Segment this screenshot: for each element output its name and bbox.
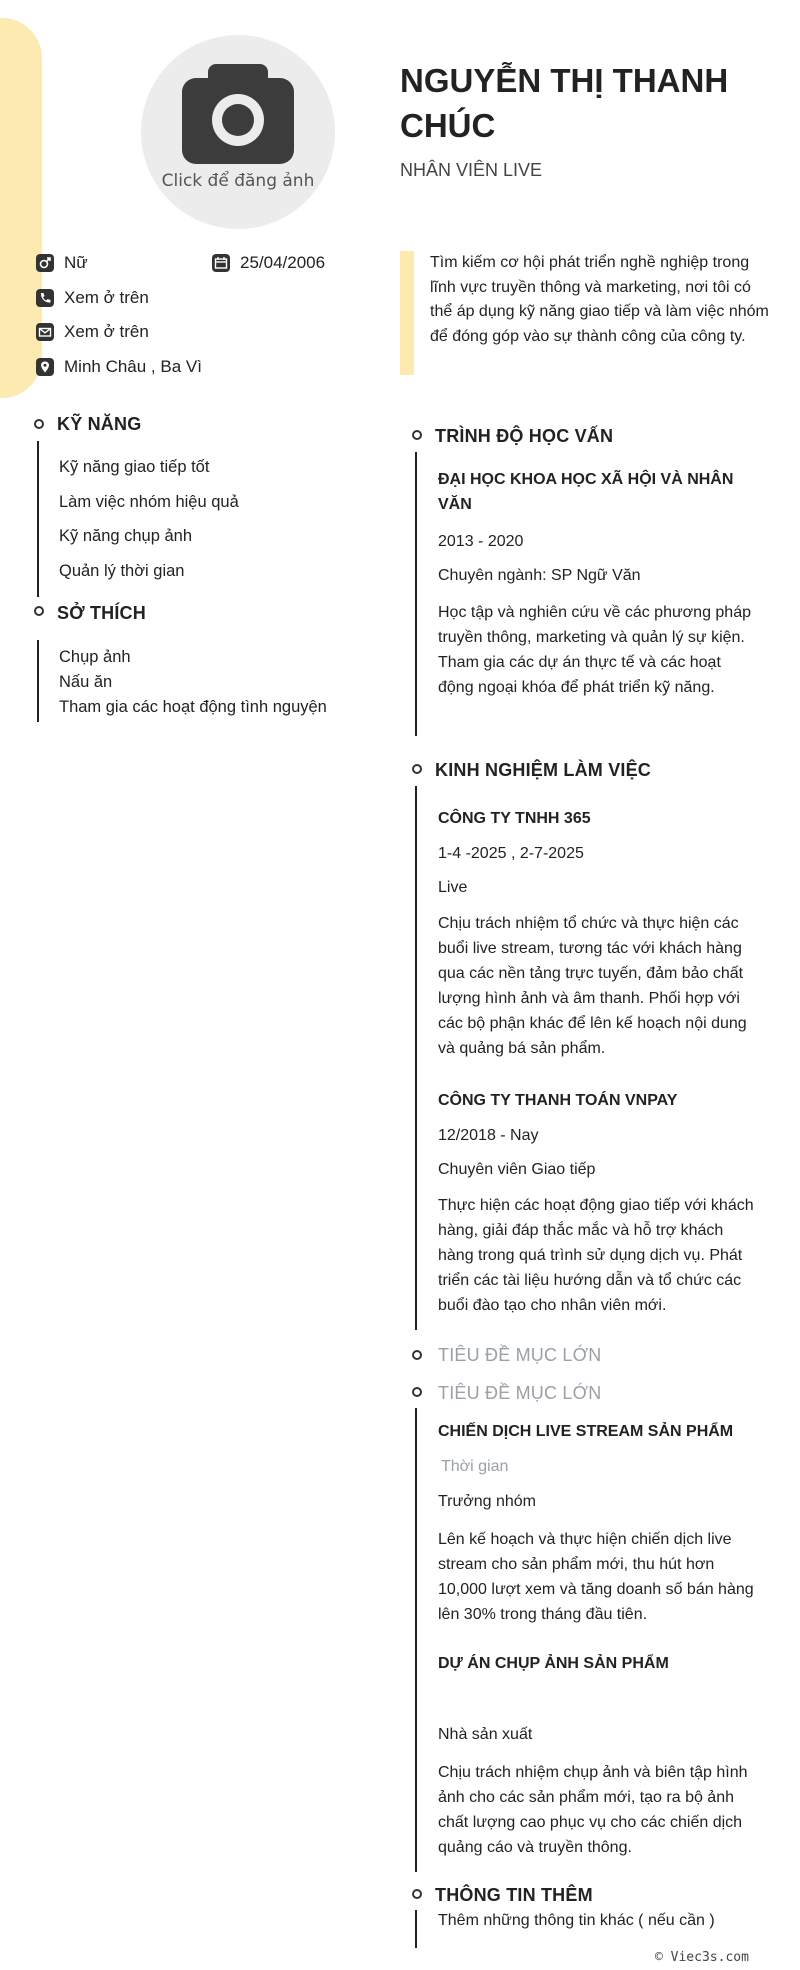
hobby-item: Chụp ảnh (59, 648, 131, 666)
project-description: Lên kế hoạch và thực hiện chiến dịch live stream cho sản phẩm mới, thu hút hơn 10,000 lượt xem và tăng doanh số bán hàng lên 30% trong tháng đầu tiên. (438, 1531, 754, 1623)
project-role: Trưởng nhóm (438, 1493, 536, 1510)
company-name: CÔNG TY THANH TOÁN VNPAY (438, 1092, 678, 1109)
section-line (415, 1408, 417, 1872)
job-period: 1-4 -2025 , 2-7-2025 (438, 845, 584, 862)
section-line (37, 441, 39, 597)
job-position: Live (438, 879, 468, 896)
additional-text: Thêm những thông tin khác ( nếu cần ) (438, 1912, 715, 1929)
skill-item: Quản lý thời gian (59, 562, 185, 580)
section-bullet (412, 430, 422, 440)
education-major: Chuyên ngành: SP Ngữ Văn (438, 567, 641, 584)
hobby-item: Nấu ăn (59, 673, 113, 691)
photo-upload-label: Click để đăng ảnh (161, 171, 315, 191)
gender-icon (36, 254, 54, 272)
job-title: NHÂN VIÊN LIVE (400, 160, 543, 180)
job-period: 12/2018 - Nay (438, 1127, 539, 1144)
gender-value: Nữ (64, 253, 88, 272)
objective-accent (400, 251, 414, 375)
section-line (37, 640, 39, 722)
section-bullet (412, 1387, 422, 1397)
section-line (415, 1910, 417, 1948)
education-description: Học tập và nghiên cứu về các phương pháp truyền thông, marketing và quản lý sự kiện. Tham gia các dự án thực tế và các hoạt động ngoại khóa để phát triển kỹ năng. (438, 604, 751, 696)
address-value: Minh Châu , Ba Vì (64, 357, 202, 376)
hobby-list (59, 645, 327, 720)
candidate-name: NGUYỄN THỊ THANH CHÚC (400, 62, 729, 144)
address-info (36, 357, 202, 377)
mail-icon (36, 323, 54, 341)
project-name: CHIẾN DỊCH LIVE STREAM SẢN PHẨM (438, 1423, 734, 1440)
phone-info (36, 288, 149, 308)
additional-title: THÔNG TIN THÊM (435, 1885, 593, 1905)
section-bullet (412, 764, 422, 774)
location-pin-icon (36, 358, 54, 376)
phone-value: Xem ở trên (64, 288, 149, 307)
skill-item: Kỹ năng chụp ảnh (59, 527, 193, 545)
education-period: 2013 - 2020 (438, 533, 524, 550)
footer-copyright: © Viec3s.com (655, 1950, 749, 1965)
experience-title: KINH NGHIỆM LÀM VIỆC (435, 760, 652, 780)
project-description: Chịu trách nhiệm chụp ảnh và biên tập hình ảnh cho các sản phẩm mới, tạo ra bộ ảnh chất lượng cao phục vụ cho các chiến dịch quảng cáo và truyền thông. (438, 1764, 748, 1856)
photo-upload[interactable] (141, 35, 335, 229)
camera-icon (180, 62, 296, 166)
projects-title[interactable]: TIÊU ĐỀ MỤC LỚN (438, 1383, 602, 1403)
skill-item: Làm việc nhóm hiệu quả (59, 493, 239, 511)
birthdate-info (212, 253, 325, 273)
project-time-placeholder[interactable]: Thời gian (441, 1458, 509, 1475)
section-line (415, 786, 417, 1330)
company-name: CÔNG TY TNHH 365 (438, 810, 591, 827)
section-line (415, 452, 417, 736)
section-bullet (412, 1889, 422, 1899)
calendar-icon (212, 254, 230, 272)
skill-item: Kỹ năng giao tiếp tốt (59, 458, 210, 476)
school-name: ĐẠI HỌC KHOA HỌC XÃ HỘI VÀ NHÂN VĂN (438, 471, 734, 513)
job-description: Thực hiện các hoạt động giao tiếp với khách hàng, giải đáp thắc mắc và hỗ trợ khách hàng trong quá trình sử dụng dịch vụ. Phát triển các tài liệu hướng dẫn và tổ chức các buổi đào tạo cho nhân viên mới. (438, 1197, 754, 1314)
email-value: Xem ở trên (64, 322, 149, 341)
job-position: Chuyên viên Giao tiếp (438, 1161, 596, 1178)
job-description: Chịu trách nhiệm tổ chức và thực hiện các buổi live stream, tương tác với khách hàng qua các nền tảng trực tuyến, đảm bảo chất lượng hình ảnh và âm thanh. Phối hợp với các bộ phận khác để lên kế hoạch nội dung và quảng bá sản phẩm. (438, 915, 747, 1057)
education-title: TRÌNH ĐỘ HỌC VẤN (435, 426, 614, 446)
career-objective: Tìm kiếm cơ hội phát triển nghề nghiệp trong lĩnh vực truyền thông và marketing, nơi tôi có thể áp dụng kỹ năng giao tiếp và làm việc nhóm để đóng góp vào sự thành công của công ty. (430, 254, 769, 345)
gender-info (36, 253, 88, 273)
email-info (36, 322, 149, 342)
skills-title: KỸ NĂNG (57, 414, 142, 434)
hobby-item: Tham gia các hoạt động tình nguyện (59, 698, 327, 716)
hobbies-title: SỞ THÍCH (57, 603, 146, 623)
section-bullet (412, 1350, 422, 1360)
birthdate-value: 25/04/2006 (240, 253, 326, 272)
phone-icon (36, 289, 54, 307)
project-role: Nhà sản xuất (438, 1726, 533, 1743)
project-name: DỰ ÁN CHỤP ẢNH SẢN PHẨM (438, 1655, 669, 1672)
placeholder-section-title[interactable]: TIÊU ĐỀ MỤC LỚN (438, 1345, 602, 1365)
section-bullet (34, 606, 44, 616)
section-bullet (34, 419, 44, 429)
